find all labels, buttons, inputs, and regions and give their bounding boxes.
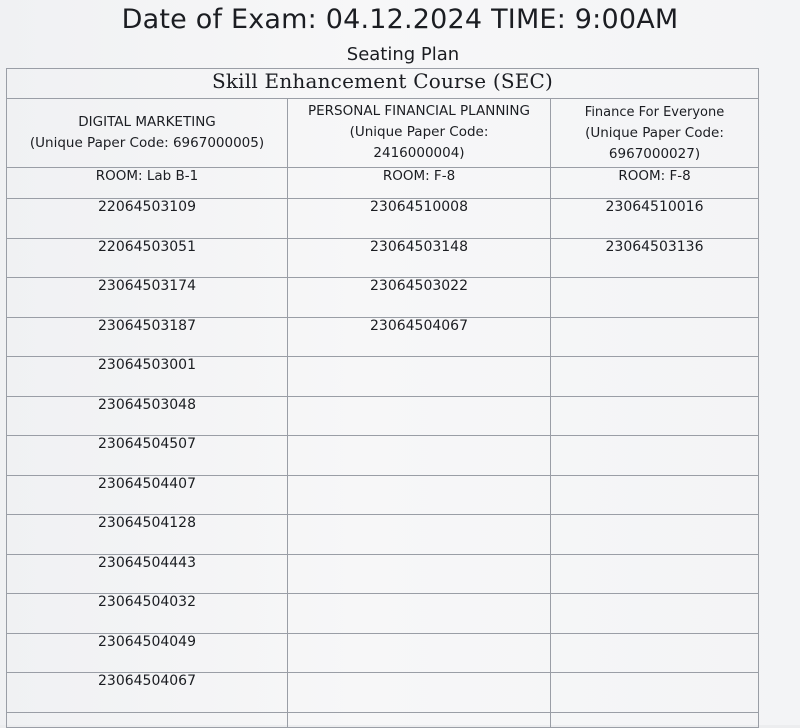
- table-row: [7, 594, 759, 634]
- roll-number-cell: 23064503001: [7, 357, 288, 397]
- roll-number-cell: 23064503148: [288, 238, 551, 278]
- roll-number-cell: 23064503022: [288, 278, 551, 318]
- column-name: PERSONAL FINANCIAL PLANNING: [308, 103, 530, 119]
- table-row: [7, 199, 759, 239]
- table-row: [7, 238, 759, 278]
- seating-plan-table: [6, 68, 759, 728]
- roll-number-cell: [551, 554, 759, 594]
- roll-number-cell: 23064510016: [551, 199, 759, 239]
- column-header-finance-for-everyone: [551, 99, 759, 168]
- roll-number-cell: [288, 357, 551, 397]
- roll-number-cell: [551, 357, 759, 397]
- paper-code: (Unique Paper Code: 6967000005): [29, 135, 265, 151]
- column-name: DIGITAL MARKETING: [78, 114, 216, 130]
- column-header-digital-marketing: [7, 99, 288, 168]
- roll-number-cell: 22064503051: [7, 238, 288, 278]
- roll-number-cell: [288, 554, 551, 594]
- roll-number-cell: [551, 594, 759, 634]
- roll-number-cell: [288, 436, 551, 476]
- paper-code-number: 2416000004): [373, 145, 465, 161]
- table-row: [7, 317, 759, 357]
- roll-number-cell: 23064504407: [7, 475, 288, 515]
- roll-number-cell: [551, 475, 759, 515]
- seating-plan-title: Seating Plan: [346, 44, 460, 65]
- roll-number-rows: [7, 199, 759, 728]
- roll-number-cell: [551, 317, 759, 357]
- roll-number-cell: [288, 673, 551, 713]
- course-title: Skill Enhancement Course (SEC): [7, 69, 759, 99]
- table-row: [7, 673, 759, 713]
- column-name: Finance For Everyone: [584, 105, 725, 120]
- table-row: [7, 396, 759, 436]
- table-row: [7, 436, 759, 476]
- roll-number-cell: [551, 673, 759, 713]
- paper-code: (Unique Paper Code:: [349, 124, 489, 140]
- roll-number-cell: 23064504067: [288, 317, 551, 357]
- roll-number-cell: [288, 475, 551, 515]
- roll-number-cell: [288, 515, 551, 555]
- table-row: [7, 515, 759, 555]
- roll-number-cell: 23064504049: [7, 633, 288, 673]
- room-label: ROOM: Lab B-1: [7, 168, 288, 199]
- room-label: ROOM: F-8: [551, 168, 759, 199]
- roll-number-cell: [551, 515, 759, 555]
- table-row: [7, 554, 759, 594]
- paper-code-number: 6967000027): [608, 146, 701, 162]
- roll-number-cell: [288, 594, 551, 634]
- roll-number-cell: [551, 278, 759, 318]
- roll-number-cell: 23064504507: [7, 436, 288, 476]
- roll-number-cell: 23064504067: [7, 673, 288, 713]
- roll-number-cell: [551, 633, 759, 673]
- roll-number-cell: 23064504128: [7, 515, 288, 555]
- table-row: [7, 357, 759, 397]
- table-row: [7, 633, 759, 673]
- room-label: ROOM: F-8: [288, 168, 551, 199]
- table-row: [7, 278, 759, 318]
- roll-number-cell: 23064503187: [7, 317, 288, 357]
- roll-number-cell: 23064504032: [7, 594, 288, 634]
- roll-number-cell: [551, 396, 759, 436]
- roll-number-cell: 23064510008: [288, 199, 551, 239]
- column-header-personal-financial-planning: [288, 99, 551, 168]
- roll-number-cell: 23064503048: [7, 396, 288, 436]
- table-row: [7, 475, 759, 515]
- roll-number-cell: [288, 396, 551, 436]
- roll-number-cell: [551, 436, 759, 476]
- roll-number-cell: 23064503136: [551, 238, 759, 278]
- roll-number-cell: 23064503174: [7, 278, 288, 318]
- roll-number-cell: [288, 633, 551, 673]
- roll-number-cell: 22064503109: [7, 199, 288, 239]
- roll-number-cell: 23064504443: [7, 554, 288, 594]
- exam-date-title: Date of Exam: 04.12.2024 TIME: 9:00AM: [121, 4, 679, 35]
- paper-code: (Unique Paper Code:: [585, 125, 724, 141]
